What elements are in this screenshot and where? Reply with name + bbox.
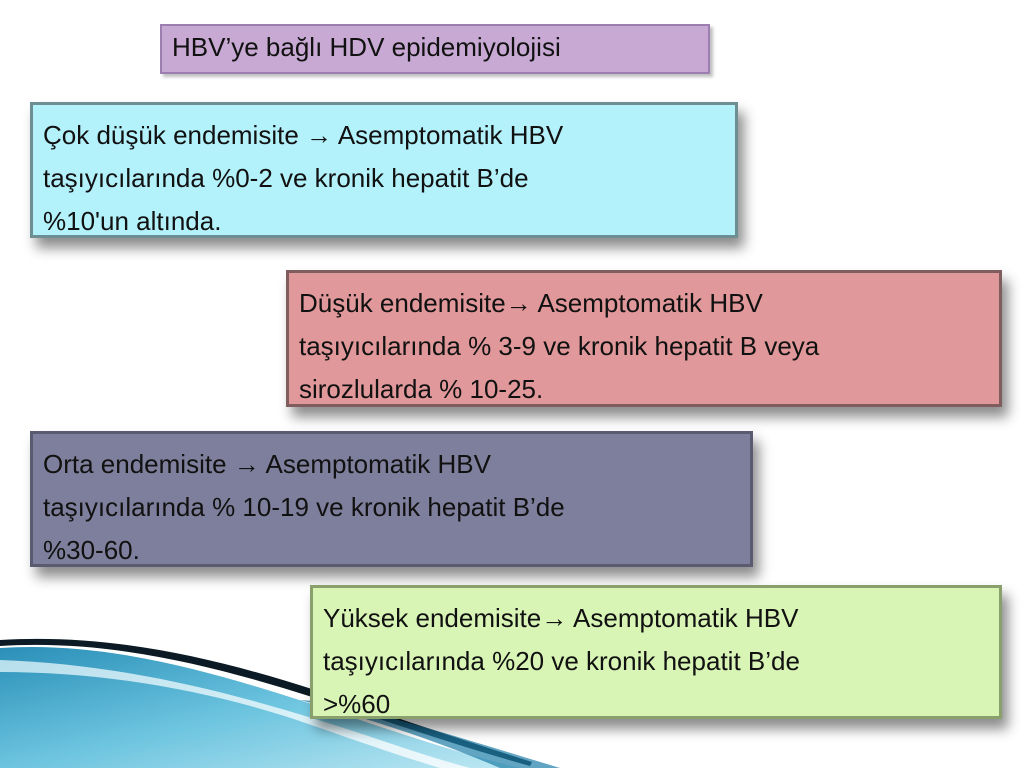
box-line-2: taşıyıcılarında %20 ve kronik hepatit B’de [323,646,800,676]
box-line-3: >%60 [323,689,391,719]
right-arrow-icon: → [505,288,532,318]
box-line-1: Düşük endemisite→ Asemptomatik HBV [299,288,763,318]
endemicity-box-low [286,270,1002,407]
endemicity-box-intermediate [30,431,753,567]
box-line-3: sirozlularda % 10-25. [299,374,544,404]
box-line-1: Yüksek endemisite→ Asemptomatik HBV [323,603,799,633]
right-arrow-icon: → [233,449,260,479]
right-arrow-icon: → [541,603,568,633]
box-line-1: Çok düşük endemisite → Asemptomatik HBV [43,120,564,150]
box-line-2: taşıyıcılarında % 10-19 ve kronik hepatit B’de [43,492,565,522]
endemicity-box-high [310,585,1002,719]
box-line-3: %10'un altında. [43,206,222,236]
box-line-3: %30-60. [43,535,140,565]
endemicity-box-very-low [30,102,738,238]
box-line-1: Orta endemisite → Asemptomatik HBV [43,449,491,479]
box-line-2: taşıyıcılarında % 3-9 ve kronik hepatit B veya [299,331,820,361]
box-line-2: taşıyıcılarında %0-2 ve kronik hepatit B’de [43,163,529,193]
slide-title: HBV’ye bağlı HDV epidemiyolojisi [160,24,710,74]
right-arrow-icon: → [306,120,333,150]
